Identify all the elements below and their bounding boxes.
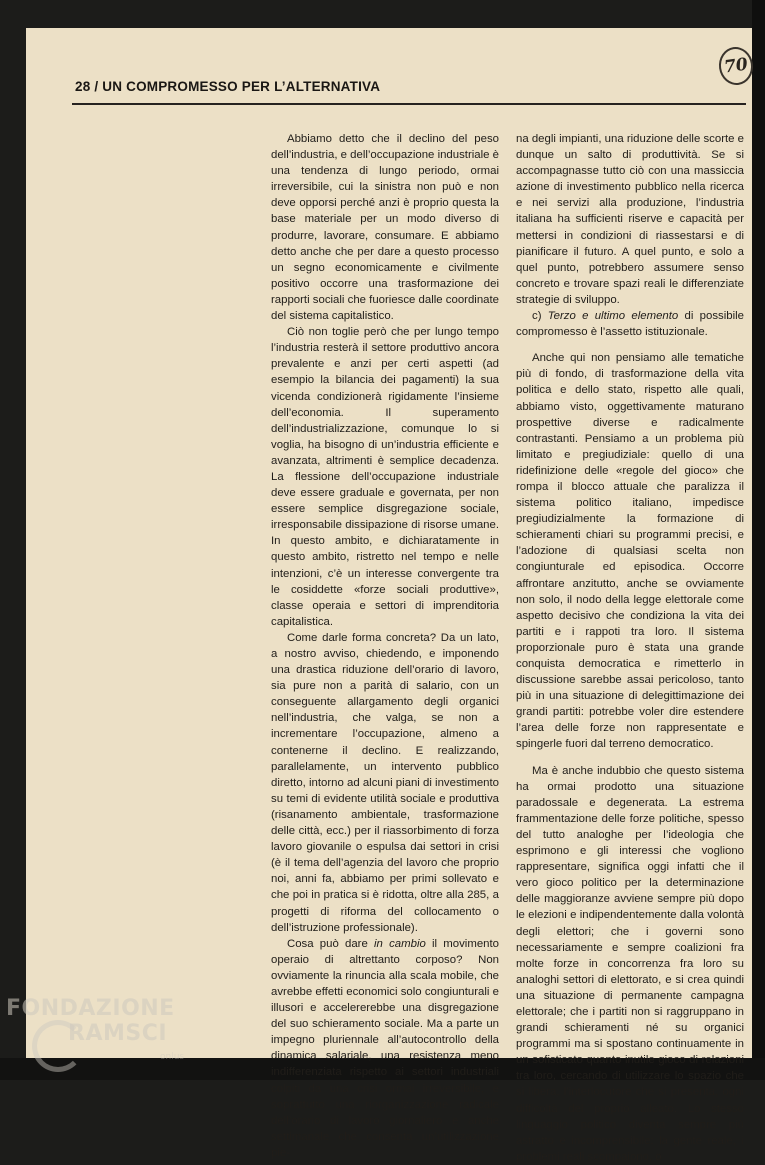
paragraph-text: il movimento operaio di altrettanto corposo? Non ovviamente la rinuncia alla scala mobile, che avrebbe effetti economici solo congiunturali e illusori e accelererebbe una disgregazione del suo schieramento sociale. Ma a parte un impegno pluriennale all’autocontrollo della dinamica salariale, una resistenza meno indifferenziata rispetto ai settori industriali colpiti da una crisi ormai irreversibile, e soprattutto una riorganizzazione radicale dell’orario di lavoro giornaliero e anche settimanale che consenta un’utilizzazione pie- bbox=[271, 937, 499, 1159]
paragraph-text: di possibile compromesso è l’assetto istituzionale. bbox=[516, 310, 744, 339]
emphasis-text: Terzo e ultimo elemento bbox=[547, 310, 679, 323]
running-header: 28 / UN COMPROMESSO PER L’ALTERNATIVA bbox=[75, 79, 381, 94]
paragraph-text: c) bbox=[532, 310, 548, 323]
paragraph: Abbiamo detto che il declino del peso dell’industria, e dell’occupazione industriale è una tendenza di lungo periodo, ormai irreversibile, cui la sinistra non può e non deve opporsi perché anzi è proprio questa la base materiale per un modo diverso di produrre, lavorare, consumare. E abbiamo detto anche che per dare a questo processo un segno economicamente e civilmente positivo occorre una trasformazione dei rapporti sociali che fuoriesce dalle coordinate del sistema capitalistico. bbox=[271, 133, 499, 323]
emphasis-text: in cambio bbox=[374, 937, 426, 950]
watermark-text: onlus bbox=[160, 1052, 185, 1062]
paragraph: Ciò non toglie però che per lungo tempo l’industria resterà il settore produttivo ancora prevalente e anzi per certi aspetti (ad esempio la bilancia dei pagamenti) la sua vicenda condizionerà rigidamente l’insieme dell’economia. Il superamento dell’industrializzazione, comunque lo si voglia, ha bisogno di un’industria efficiente e avanzata, altrimenti è semplice decadenza. La flessione dell’occupazione industriale deve essere graduale e governata, per non essere semplice disgregazione sociale, irresponsabile dissipazione di risorse umane. In questo ambito, e dichiaratamente in questo ambito, ristretto nel tempo e nelle intenzioni, c’è un interesse convergente tra le cosiddette «forze sociali produttive», classe operaia e settori di imprenditoria capitalistica. bbox=[271, 326, 499, 628]
header-rule bbox=[72, 103, 746, 105]
paragraph: Ma è anche indubbio che questo sistema ha ormai prodotto una situazione paradossale e degenerata. La estrema frammentazione delle forze politiche, spesso del tutto analoghe per l’ideologia che esprimono e gli interessi che vogliono rappresentare, significa oggi infatti che il vero gioco politico per la determinazione delle maggioranze avviene sempre più dopo le elezioni e indipendentemente dalla volontà degli elettori; che i governi sono necessariamente e sempre coalizioni fra molte forze in concorrenza fra loro su analoghi settori di elettorato, e si crea quindi una situazione di permanente campagna elettorale; che i partiti non si raggruppano in grandi schieramenti né su organici programmi ma si spostano continuamente in un sofisticato quanto inutile gioco di relazioni tra loro, cercando di utilizzare lo spazio che si libera, l’interlocutore che si presenta, ogni difficoltà del proprio alleato. Lo stesso linguaggio politico diventa sempre più astratto e incomprensibile: la gente reale, i problemi reali scompaiono, o bbox=[516, 764, 744, 1163]
paragraph: Anche qui non pensiamo alle tematiche più di fondo, di trasformazione della vita politica e dello stato, rispetto alle quali, abbiamo visto, oggettivamente maturano prospettive diverse e radicalmente contrastanti. Pensiamo a un problema più limitato e pregiudiziale: quello di una ridefinizione delle «regole del gioco» che rompa il blocco attuale che paralizza il sistema politico italiano, impedisce pregiudizialmente la formazione di schieramenti chiari su programmi precisi, e l’adozione di qualsiasi scelta non congiunturale ed episodica. Occorre affrontare anzitutto, anche se ovviamente non solo, il nodo della legge elettorale come aspetto decisivo che condiziona la vita dei partiti e i rappoti tra loro. Il sistema proporzionale puro è stata una grande conquista democratica e rimetterlo in discussione sarebbe assai pericoloso, tanto più in una situazione di delegittimazione dei grandi partiti: potrebbe voler dire estendere l’area delle forze non rappresentate e spingerle fuori dal terreno democratico. bbox=[516, 352, 744, 751]
paragraph: na degli impianti, una riduzione delle scorte e dunque un salto di produttività. Se si accompagnasse tutto ciò con una massiccia azione di investimento pubblico nella ricerca e nei servizi alla produzione, l’industria italiana ha sufficienti riserve e capacità per mettersi in condizioni di riassestarsi e di pianificare il futuro. A quel punto, e solo a quel punto, potrebbero assumere senso concreto e trovare spazi reali le differenziate strategie di sviluppo. bbox=[516, 133, 744, 306]
watermark-text: RAMSCI bbox=[68, 1021, 168, 1046]
paragraph bbox=[516, 308, 744, 340]
text-column-left bbox=[271, 131, 499, 1161]
handwritten-page-number: 70 bbox=[717, 45, 756, 87]
paragraph-text: Cosa può dare bbox=[287, 937, 375, 950]
text-column-right bbox=[516, 131, 744, 1165]
watermark-text: FONDAZIONE bbox=[6, 996, 175, 1021]
paragraph: Come darle forma concreta? Da un lato, a nostro avviso, chiedendo, e imponendo una drastica riduzione dell’orario di lavoro, sia pure non a parità di salario, con un conseguente allargamento degli organici nell’industria, che valga, se non a incrementare l’occupazione, almeno a contenerne il declino. E realizzando, parallelamente, un intervento pubblico diretto, intorno ad alcuni piani di investimento su temi di evidente utilità sociale e produttiva (risanamento ambientale, trasformazione delle città, ecc.) per il riassorbimento di forza lavoro giovanile o espulsa dai settori in crisi (è il tema dell’agenzia del lavoro che proprio noi, anni fa, abbiamo per primi sollevato e che poi in pratica si è ridotta, oltre alla 285, a progetti di riforma del collocamento o dell’istruzione professionale). bbox=[271, 631, 499, 934]
scan-edge-right bbox=[752, 0, 765, 1080]
paragraph bbox=[271, 936, 499, 1161]
